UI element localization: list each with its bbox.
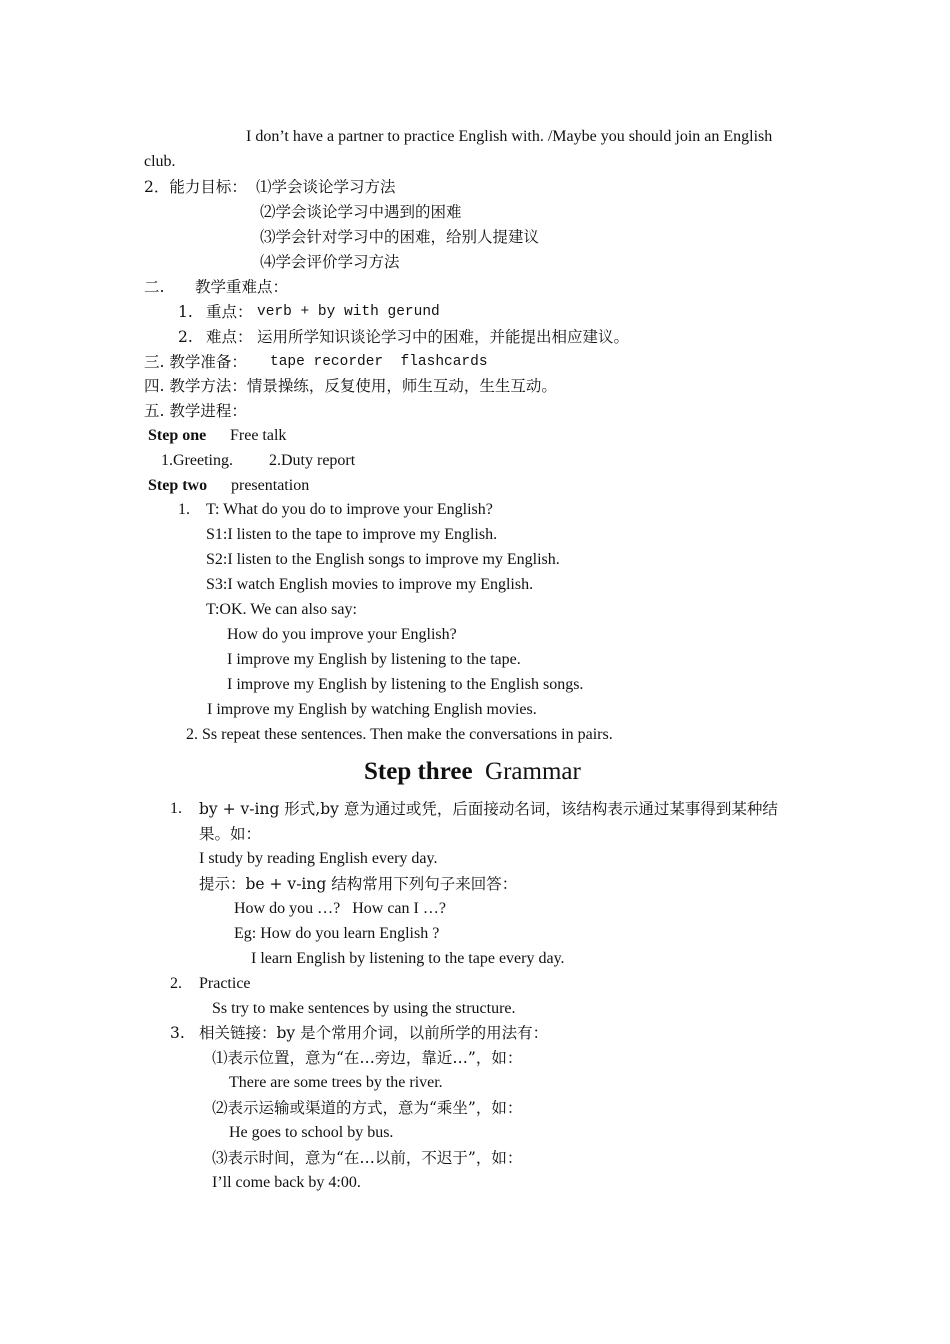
step-two-item-2: 2. Ss repeat these sentences. Then make the conversations in pairs. (186, 726, 613, 743)
process-text: 五. 教学进程： (144, 402, 247, 420)
step-two-title: Step two (148, 477, 208, 494)
step-two-line: T:OK. We can also say: (206, 601, 357, 618)
step-two-line: T: What do you do to improve your English? (206, 501, 493, 518)
grammar-1-line-2: 果。如： (199, 825, 262, 843)
step-two-line: How do you improve your English? (227, 626, 457, 643)
key-point-1-label: 重点： (206, 303, 253, 321)
step-one-subtitle: Free talk (230, 427, 287, 444)
step-two-line: S1:I listen to the tape to improve my English. (206, 526, 498, 543)
key-points-num: 二. (144, 278, 165, 296)
step-one-title: Step one (148, 427, 207, 444)
grammar-1-question: How do you …? How can I …? (234, 900, 446, 917)
top-line-1: I don’t have a partner to practice English with. /Maybe you should join an English (246, 128, 773, 145)
step-three-title: Step three (364, 758, 473, 785)
prep-label: 三. 教学准备： (144, 353, 247, 371)
step-two-line: S3:I watch English movies to improve my English. (206, 576, 534, 593)
grammar-1-answer: I learn English by listening to the tape every day. (251, 950, 565, 967)
ability-item-3: ⑶学会针对学习中的困难，给别人提建议 (260, 228, 540, 246)
grammar-3-usage-3: ⑶表示时间，意为“在…以前，不迟于”，如： (212, 1149, 523, 1167)
ability-label: 2．能力目标： (144, 178, 247, 196)
ability-item-4: ⑷学会评价学习方法 (260, 253, 400, 271)
ability-item-1: ⑴学会谈论学习方法 (256, 178, 396, 196)
key-point-2-label: 难点： (206, 328, 253, 346)
grammar-3-usage-2: ⑵表示运输或渠道的方式，意为“乘坐”，如： (212, 1099, 523, 1117)
grammar-3-example-1: There are some trees by the river. (229, 1074, 443, 1091)
grammar-2-num: 2. (170, 975, 182, 992)
key-point-1-num: 1. (178, 303, 193, 321)
key-point-2-num: 2. (178, 328, 193, 346)
grammar-2-title: Practice (199, 975, 251, 992)
ability-item-2: ⑵学会谈论学习中遇到的困难 (260, 203, 462, 221)
step-three-subtitle: Grammar (485, 758, 581, 785)
step-two-line: I improve my English by listening to the tape. (227, 651, 521, 668)
grammar-3-example-2: He goes to school by bus. (229, 1124, 394, 1141)
step-two-num-1: 1. (178, 501, 190, 518)
grammar-1-example: I study by reading English every day. (199, 850, 438, 867)
grammar-1-line-1: by + v-ing 形式,by 意为通过或凭，后面接动名词，该结构表示通过某事得到某种结 (199, 800, 778, 818)
key-point-1-value: verb + by with gerund (257, 304, 440, 320)
prep-value: tape recorder flashcards (270, 354, 488, 370)
grammar-3-title: 相关链接：by 是个常用介词，以前所学的用法有： (199, 1024, 549, 1042)
step-three-heading (364, 757, 581, 787)
step-two-line: I improve my English by listening to the English songs. (227, 676, 584, 693)
key-points-heading: 教学重难点： (195, 278, 289, 296)
grammar-1-eg: Eg: How do you learn English ? (234, 925, 440, 942)
top-line-2: club. (144, 153, 176, 170)
step-one-item-2: 2.Duty report (269, 452, 356, 469)
grammar-3-num: 3. (170, 1024, 185, 1042)
method-text: 四. 教学方法：情景操练，反复使用，师生互动，生生互动。 (144, 377, 557, 395)
grammar-1-num: 1. (170, 800, 182, 817)
step-one-item-1: 1.Greeting. (161, 452, 233, 469)
key-point-2-value: 运用所学知识谈论学习中的困难，并能提出相应建议。 (257, 328, 630, 346)
step-two-subtitle: presentation (231, 477, 310, 494)
step-two-line: I improve my English by watching English movies. (207, 701, 537, 718)
grammar-3-usage-1: ⑴表示位置，意为“在…旁边，靠近…”，如： (212, 1049, 523, 1067)
grammar-1-hint: 提示：be + v-ing 结构常用下列句子来回答： (199, 875, 518, 893)
step-two-line: S2:I listen to the English songs to improve my English. (206, 551, 560, 568)
grammar-2-text: Ss try to make sentences by using the structure. (212, 1000, 516, 1017)
grammar-3-example-3: I’ll come back by 4:00. (212, 1174, 361, 1191)
